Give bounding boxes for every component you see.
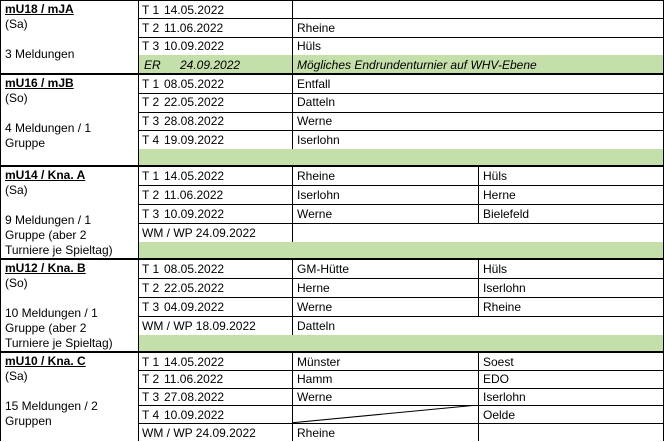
round-number: T 2 [142,187,160,202]
round-number: T 4 [142,407,160,422]
venue-1: Hüls [297,39,322,54]
round-date: 08.05.2022 [164,261,225,276]
venue-2: Hüls [483,168,508,183]
table-top-border [0,0,664,1]
group-label-block [5,168,135,258]
column-divider [138,259,139,352]
column-divider [138,352,139,441]
venue-1: Rheine [297,20,336,35]
round-date: 10.09.2022 [164,39,225,54]
final-round-date: 24.09.2022 [180,57,241,72]
group-day: (Sa) [5,17,28,31]
group-title: mU16 / mJB [5,76,74,90]
group-registrations: 15 Meldungen / 2 [5,399,98,413]
column-divider [478,352,479,423]
round-number: T 1 [142,2,160,17]
highlight-row [138,242,664,259]
world-cup-round: WM / WP 24.09.2022 [142,225,256,240]
world-cup-round: WM / WP 18.09.2022 [142,318,256,333]
group-day: (So) [5,276,28,290]
venue-1: Werne [297,390,333,405]
group-title: mU10 / Kna. C [5,354,86,368]
highlight-row [138,149,664,166]
venue-1: Iserlohn [297,132,340,147]
venue-2: Bielefeld [483,206,530,221]
world-cup-round: WM / WP 24.09.2022 [142,425,256,440]
group-registrations: Gruppen [5,414,52,428]
venue-2: Hüls [483,261,508,276]
round-date: 22.05.2022 [164,280,225,295]
venue-1: Werne [297,206,333,221]
column-divider [138,0,139,74]
round-number: T 3 [142,39,160,54]
final-round-label: ER [144,57,161,72]
group-registrations: 9 Meldungen / 1 [5,213,92,227]
final-round-note: Mögliches Endrundenturnier auf WHV-Ebene [297,57,537,72]
column-divider [292,74,293,149]
venue-2: EDO [483,372,510,387]
round-number: T 3 [142,206,160,221]
round-number: T 2 [142,372,160,387]
column-divider [292,352,293,441]
table-left-border [0,0,1,441]
round-number: T 4 [142,132,160,147]
round-number: T 2 [142,280,160,295]
round-number: T 2 [142,95,160,110]
round-date: 04.09.2022 [164,299,225,314]
group-title: mU14 / Kna. A [5,168,86,182]
group-registrations: Gruppe (aber 2 [5,321,87,335]
group-registrations: 3 Meldungen [5,47,75,61]
venue-1: Herne [297,280,330,295]
venue-2: Soest [483,354,514,369]
column-divider [138,166,139,259]
round-date: 14.05.2022 [164,354,225,369]
venue-1: Iserlohn [297,187,340,202]
column-divider [292,259,293,335]
group-day: (So) [5,91,28,105]
venue-2: Iserlohn [483,280,526,295]
venue-1: GM-Hütte [297,261,350,276]
round-number: T 3 [142,390,160,405]
round-number: T 3 [142,114,160,128]
round-date: 22.05.2022 [164,95,225,110]
group-registrations: Turniere je Spieltag) [5,336,113,350]
round-date: 11.06.2022 [164,20,224,35]
column-divider [138,74,139,166]
round-number: T 1 [142,76,160,91]
venue-1: Rheine [297,168,336,183]
round-date: 19.09.2022 [164,132,225,147]
round-date: 14.05.2022 [164,168,225,183]
round-number: T 2 [142,20,160,35]
venue-2: Oelde [483,407,516,422]
group-registrations: 4 Meldungen / 1 [5,121,92,135]
venue-1: Datteln [297,95,336,110]
group-day: (Sa) [5,369,28,383]
column-divider [478,259,479,316]
column-divider [292,0,293,74]
venue-1: Werne [297,114,333,128]
column-divider [292,166,293,242]
group-title: mU18 / mJA [5,2,74,16]
venue-1: Entfall [297,76,331,91]
round-date: 10.09.2022 [164,206,225,221]
venue-1: Hamm [297,372,333,387]
venue-2: Iserlohn [483,390,526,405]
round-date: 28.08.2022 [164,114,225,128]
round-number: T 1 [142,168,160,183]
group-title: mU12 / Kna. B [5,261,86,275]
venue-2: Herne [483,187,516,202]
round-date: 27.08.2022 [164,390,225,405]
round-date: 14.05.2022 [164,2,225,17]
group-day: (Sa) [5,183,28,197]
group-label-block [5,261,135,351]
group-registrations: Gruppe (aber 2 [5,228,87,242]
round-date: 11.06.2022 [164,372,224,387]
venue-2: Rheine [483,299,522,314]
group-label-block [5,2,135,62]
round-number: T 3 [142,299,160,314]
group-registrations: Turniere je Spieltag) [5,243,113,257]
venue-1: Münster [297,354,341,369]
round-date: 08.05.2022 [164,76,225,91]
group-registrations: 10 Meldungen / 1 [5,306,98,320]
column-divider [478,423,479,441]
group-label-block [5,76,135,151]
round-date: 10.09.2022 [164,407,225,422]
venue-1: Rheine [297,425,336,440]
highlight-row [138,335,664,352]
round-number: T 1 [142,261,160,276]
cell-diagonal-strike [292,405,478,423]
column-divider [478,166,479,223]
group-label-block [5,354,135,429]
venue-1: Datteln [297,318,336,333]
venue-1: Werne [297,299,333,314]
round-number: T 1 [142,354,160,369]
round-date: 11.06.2022 [164,187,224,202]
group-registrations: Gruppe [5,136,46,150]
